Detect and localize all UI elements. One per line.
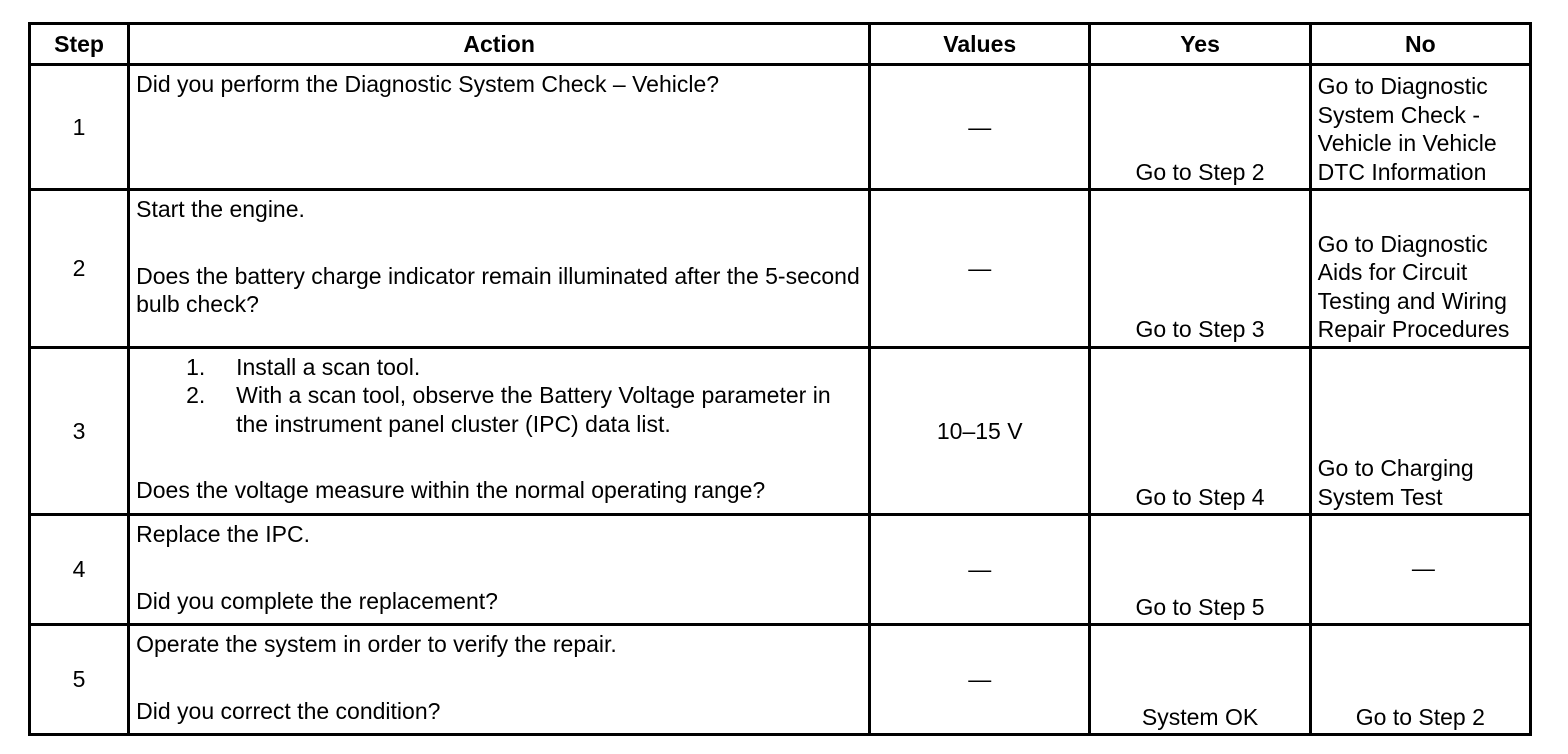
action-cell [129,347,870,515]
table-row [30,190,1531,347]
header-row [30,24,1531,65]
action-cell [129,190,870,347]
list-item-text: Install a scan tool. [236,353,421,380]
action-question: Does the battery charge indicator remain illuminated after the 5-second bulb check? [136,262,860,318]
header-action: Action [129,24,870,65]
action-question: Does the voltage measure within the normal operating range? [136,477,766,504]
yes-cell: Go to Step 5 [1090,515,1310,625]
action-text: Did you perform the Diagnostic System Check – Vehicle? [136,71,720,97]
no-cell: Go to Diagnostic System Check - Vehicle in Vehicle DTC Information [1310,65,1530,190]
no-cell: Go to Step 2 [1310,625,1530,735]
action-question: Did you complete the replacement? [136,587,498,614]
value-cell: — [870,65,1090,190]
no-cell: — [1310,515,1530,625]
no-cell: Go to Charging System Test [1310,347,1530,515]
list-item [186,353,862,382]
yes-cell: System OK [1090,625,1310,735]
list-item [186,381,862,438]
list-item-text: With a scan tool, observe the Battery Voltage parameter in the instrument panel cluster (IPC) data list. [236,382,831,437]
header-step: Step [30,24,129,65]
table-row [30,625,1531,735]
table-row [30,347,1531,515]
step-number: 2 [30,190,129,347]
value-cell: 10–15 V [870,347,1090,515]
step-number: 1 [30,65,129,190]
action-text: Replace the IPC. [136,521,310,548]
action-question: Did you correct the condition? [136,697,441,724]
header-yes: Yes [1090,24,1310,65]
diagnostic-table [28,22,1532,736]
yes-cell: Go to Step 3 [1090,190,1310,347]
header-values: Values [870,24,1090,65]
no-cell: Go to Diagnostic Aids for Circuit Testing and Wiring Repair Procedures [1310,190,1530,347]
yes-cell: Go to Step 2 [1090,65,1310,190]
step-number: 4 [30,515,129,625]
action-text: Start the engine. [136,196,305,223]
action-text: Operate the system in order to verify the repair. [136,631,617,657]
table-row [30,515,1531,625]
value-cell: — [870,515,1090,625]
list-item-number: 1. [186,353,206,380]
action-cell [129,65,870,190]
action-cell [129,625,870,735]
table-row [30,65,1531,190]
header-no: No [1310,24,1530,65]
value-cell: — [870,625,1090,735]
action-cell [129,515,870,625]
yes-cell: Go to Step 4 [1090,347,1310,515]
step-number: 3 [30,347,129,515]
step-number: 5 [30,625,129,735]
value-cell: — [870,190,1090,347]
list-item-number: 2. [186,382,206,409]
action-steps-list [136,353,862,439]
